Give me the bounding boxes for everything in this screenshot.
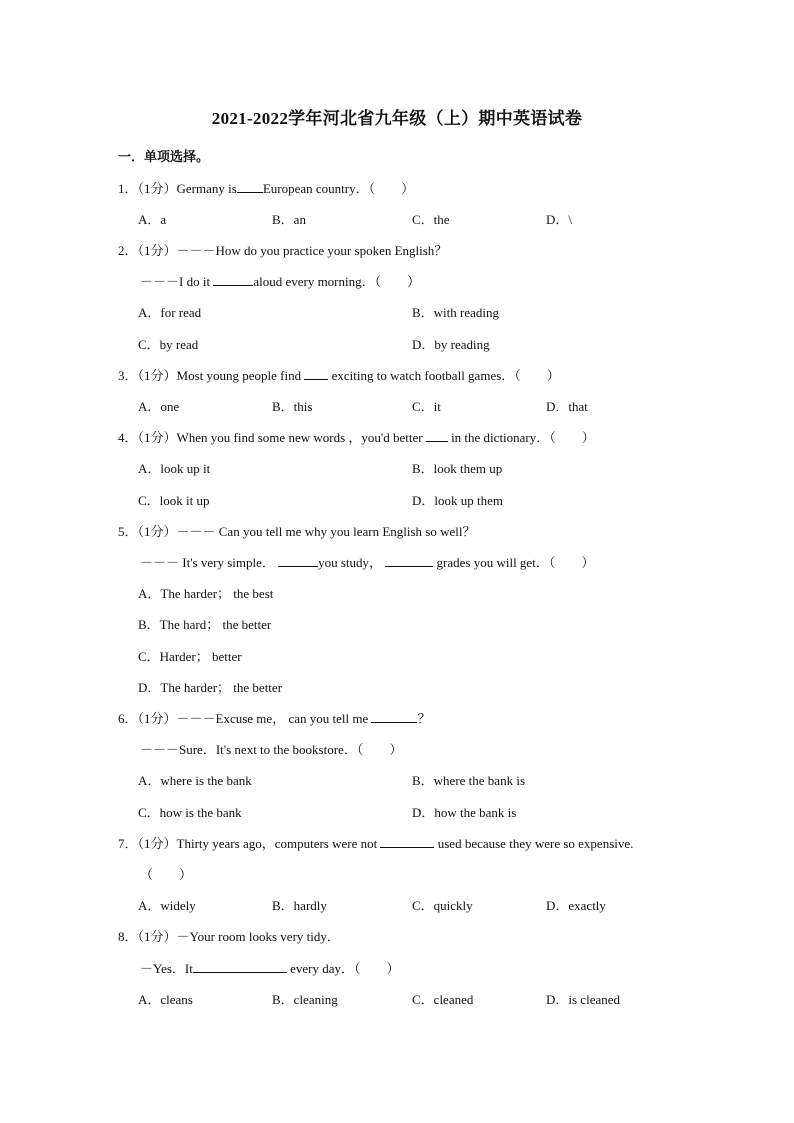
answer-blank (213, 274, 253, 286)
question-text: －Your room looks very tidy． (176, 929, 340, 944)
question-text: European country．（ ） (262, 181, 415, 196)
question-number: 6．（1分） (118, 711, 177, 726)
question-6 (118, 708, 430, 727)
answer-blank (380, 836, 434, 848)
question-number: 8．（1分） (118, 929, 177, 944)
question-7 (118, 833, 633, 852)
question-text: in the dictionary．（ ） (447, 430, 595, 445)
question-text: Most young people find (176, 368, 305, 383)
answer-blank (304, 368, 328, 380)
answer-blank (371, 711, 417, 723)
option-a: A．look up it (138, 461, 211, 476)
option-b: B．cleaning (272, 992, 338, 1007)
option-a: A．The harder； the best (138, 586, 274, 601)
option-c: C．cleaned (412, 992, 474, 1007)
option-d: D．\ (546, 212, 573, 227)
question-6-line-2: －－－Sure．It's next to the bookstore．（ ） (140, 742, 403, 757)
option-d: D．The harder； the better (138, 680, 283, 695)
option-b: B．hardly (272, 898, 327, 913)
answer-blank (426, 430, 448, 442)
question-1 (118, 178, 414, 197)
question-number: 4．（1分） (118, 430, 177, 445)
option-d: D．how the bank is (412, 805, 517, 820)
question-number: 3．（1分） (118, 368, 177, 383)
option-b: B．look them up (412, 461, 503, 476)
question-text: aloud every morning．（ ） (253, 274, 421, 289)
option-d: D．is cleaned (546, 992, 621, 1007)
option-a: A．one (138, 399, 180, 414)
option-b: B．where the bank is (412, 773, 526, 788)
option-a: A．widely (138, 898, 196, 913)
question-7-line-2: （ ） (140, 867, 193, 882)
question-5-line-2 (140, 552, 594, 571)
question-text: every day．（ ） (286, 961, 400, 976)
answer-blank (385, 555, 433, 567)
option-b: B．with reading (412, 305, 500, 320)
option-a: A．a (138, 212, 167, 227)
question-text: －－－ It's very simple． (140, 555, 275, 570)
question-number: 7．（1分） (118, 836, 177, 851)
question-text: －－－How do you practice your spoken English？ (176, 243, 448, 258)
question-text: －－－Excuse me， can you tell me (176, 711, 372, 726)
page-title: 2021-2022学年河北省九年级（上）期中英语试卷 (211, 109, 583, 128)
answer-blank (193, 961, 287, 973)
option-a: A．where is the bank (138, 773, 252, 788)
question-8-line-2 (140, 958, 400, 977)
question-8 (118, 926, 340, 945)
question-text: exciting to watch football games．（ ） (328, 368, 560, 383)
option-c: C．look it up (138, 493, 210, 508)
question-text: you study， (318, 555, 383, 570)
question-text: －－－I do it (140, 274, 214, 289)
question-5 (118, 521, 475, 540)
section-heading: 一．单项选择。 (118, 149, 210, 164)
question-3 (118, 365, 560, 384)
answer-blank (278, 555, 318, 567)
question-2 (118, 240, 447, 259)
option-c: C．it (412, 399, 441, 414)
option-c: C．how is the bank (138, 805, 242, 820)
option-d: D．that (546, 399, 588, 414)
question-4 (118, 427, 595, 446)
question-number: 5．（1分） (118, 524, 177, 539)
option-a: A．cleans (138, 992, 193, 1007)
option-c: C．by read (138, 337, 199, 352)
option-c: C．Harder； better (138, 649, 242, 664)
question-text: －Yes．It (140, 961, 193, 976)
question-number: 2．（1分） (118, 243, 177, 258)
question-text: ？ (417, 711, 431, 726)
question-text: －－－ Can you tell me why you learn English so well？ (176, 524, 476, 539)
option-b: B．an (272, 212, 306, 227)
option-d: D．exactly (546, 898, 606, 913)
option-a: A．for read (138, 305, 202, 320)
question-number: 1．（1分） (118, 181, 177, 196)
question-2-line-2 (140, 271, 420, 290)
option-c: C．the (412, 212, 450, 227)
question-text: grades you will get．（ ） (436, 555, 595, 570)
question-text: Germany is (176, 181, 237, 196)
option-c: C．quickly (412, 898, 473, 913)
option-b: B．this (272, 399, 313, 414)
question-text: When you find some new words ，you'd better (176, 430, 426, 445)
option-d: D．by reading (412, 337, 490, 352)
question-text: used because they were so expensive. (434, 836, 634, 851)
question-text: Thirty years ago，computers were not (176, 836, 381, 851)
option-d: D．look up them (412, 493, 503, 508)
option-b: B．The hard； the better (138, 617, 272, 632)
answer-blank (237, 181, 263, 193)
